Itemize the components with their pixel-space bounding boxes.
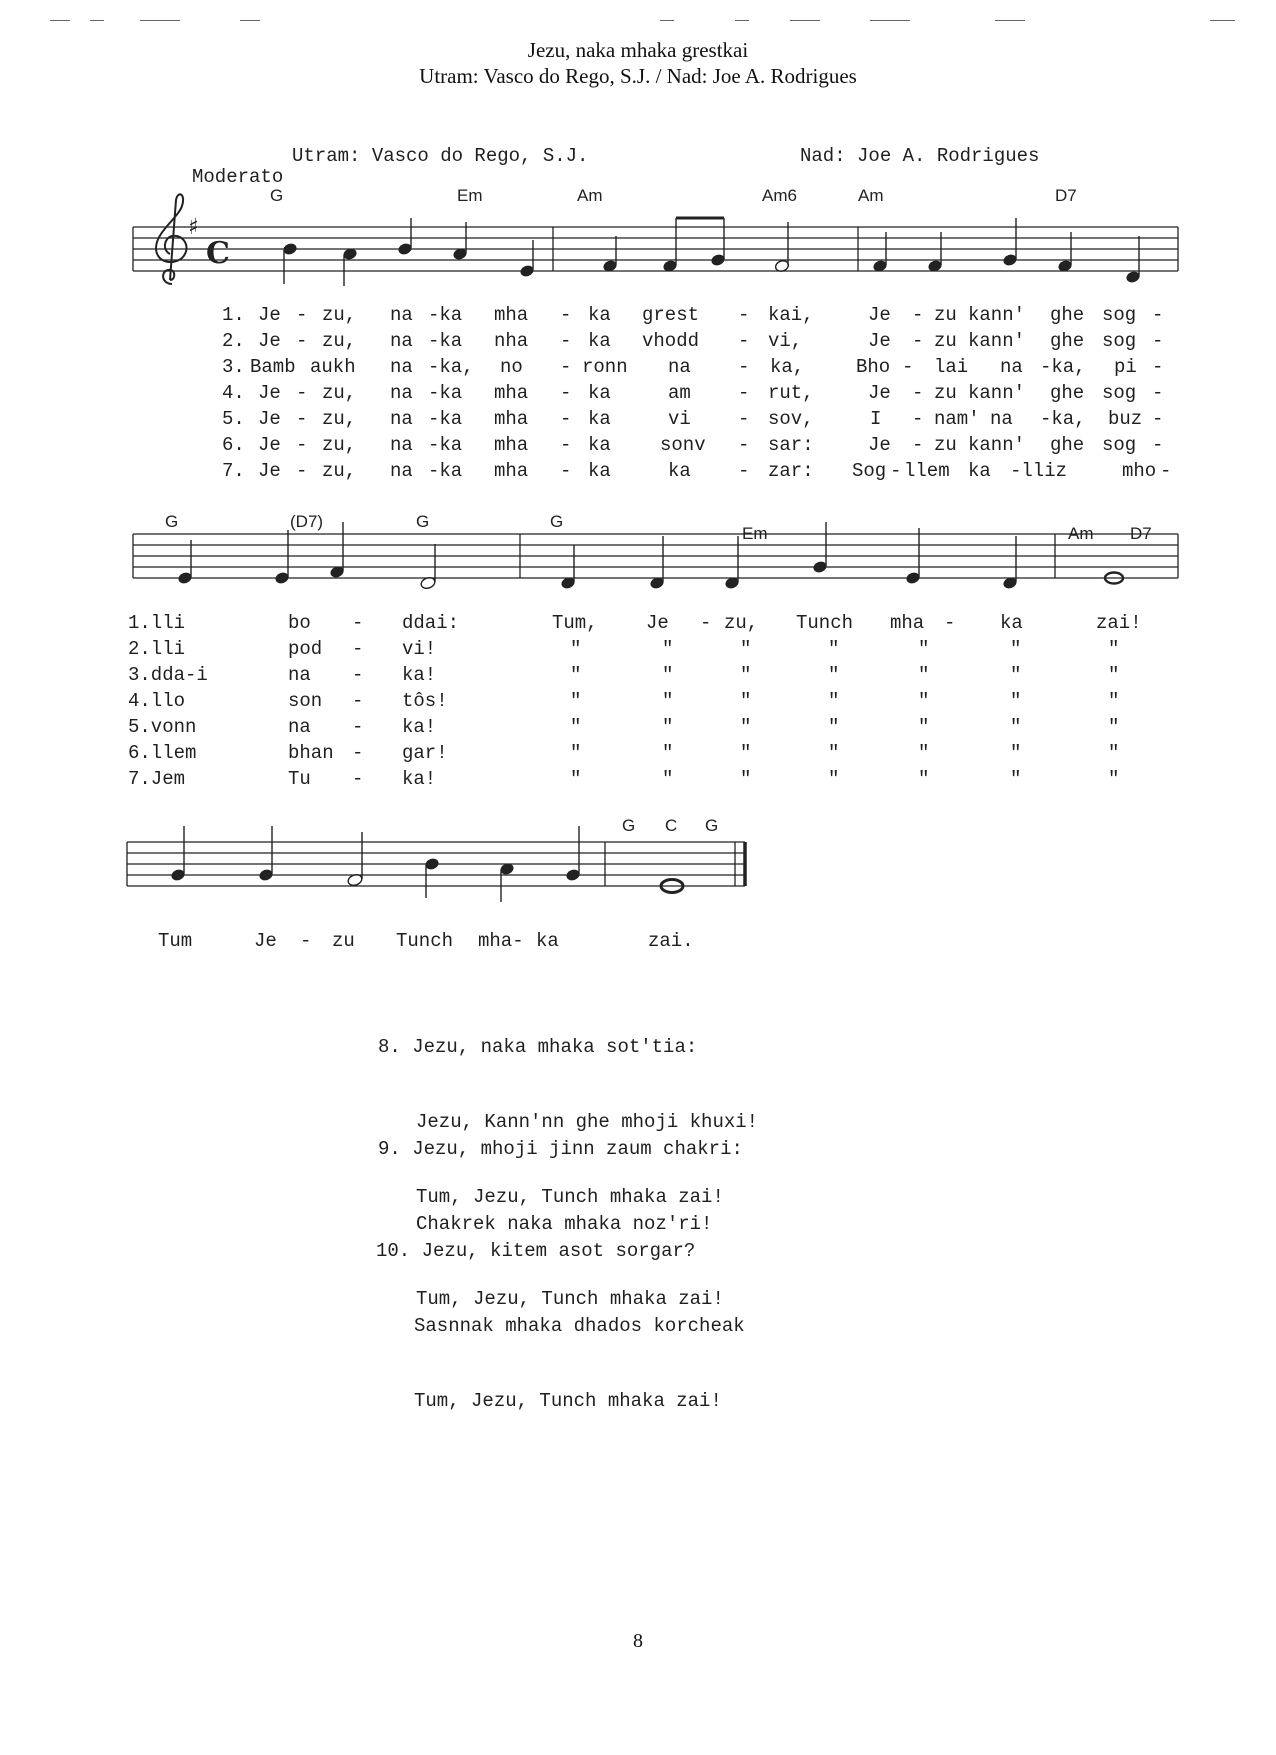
lyric-syllable: " [662,768,674,790]
lyric-syllable: - [912,304,924,326]
verse-line: Chakrek naka mhaka noz'ri! [416,1213,713,1235]
lyric-syllable: mha [494,382,529,404]
lyric-syllable: ka [968,460,991,482]
lyric-syllable: " [918,716,930,738]
common-time-icon: C [206,236,230,271]
lyric-syllable: ronn [582,356,628,378]
verse-line: Sasnnak mhaka dhados korcheak [414,1315,745,1337]
lyric-syllable: -ka [428,330,463,352]
lyric-syllable: - [296,408,308,430]
lyric-syllable: sonv [660,434,706,456]
lyric-syllable: 5. [222,408,245,430]
lyric-syllable: 4. [222,382,245,404]
lyric-syllable: - [738,330,750,352]
lyric-syllable: 5.vonn [128,716,197,738]
lyric-syllable: na [390,304,413,326]
lyric-syllable: 6. [222,434,245,456]
lyric-syllable: Je [868,304,891,326]
lyric-syllable: ghe [1050,434,1085,456]
lyric-syllable: Bho [856,356,891,378]
lyric-syllable: zu, [322,304,357,326]
lyric-syllable: - [890,460,902,482]
lyric-syllable: kann' [968,304,1026,326]
lyric-syllable: ka [588,460,611,482]
lyric-syllable: Je [646,612,669,634]
lyric-syllable: ka [536,930,559,952]
lyric-syllable: Je [868,434,891,456]
lyric-syllable: " [1108,690,1120,712]
chord-symbol: D7 [1130,524,1152,543]
lyric-syllable: 7. [222,460,245,482]
lyric-syllable: " [570,638,582,660]
lyric-syllable: bo [288,612,311,634]
lyric-syllable: " [570,716,582,738]
lyric-syllable: nha [494,330,529,352]
lyric-syllable: Je [258,382,281,404]
lyric-syllable: " [828,664,840,686]
lyric-syllable: - [560,304,572,326]
lyric-syllable: - [560,434,572,456]
lyric-syllable: zai! [1096,612,1142,634]
lyric-syllable: " [1010,742,1022,764]
lyric-syllable: " [918,664,930,686]
verse-10 [376,1189,745,1439]
lyric-syllable: - [352,690,364,712]
lyric-syllable: " [828,768,840,790]
lyric-syllable: Je [258,304,281,326]
lyric-syllable: " [570,742,582,764]
lyric-syllable: zu, [322,408,357,430]
lyric-syllable: - [560,460,572,482]
lyric-syllable: ka [588,330,611,352]
chord-symbol: Em [457,186,483,205]
lyric-syllable: - [352,768,364,790]
lyric-syllable: - [1160,460,1172,482]
chord-symbol: Am [1068,524,1094,543]
verse-line: Tum, Jezu, Tunch mhaka zai! [416,1288,724,1310]
lyric-syllable: " [1010,768,1022,790]
author-credit: Utram: Vasco do Rego, S.J. [292,145,589,167]
lyric-syllable: -ka [428,304,463,326]
lyric-syllable: -lliz [1010,460,1068,482]
lyric-syllable: - [296,382,308,404]
lyric-syllable: " [740,690,752,712]
lyric-syllable: Je [258,408,281,430]
lyric-syllable: " [1010,638,1022,660]
lyric-syllable: sog [1102,382,1137,404]
lyric-syllable: pi [1114,356,1137,378]
lyric-syllable: mha [494,434,529,456]
lyric-syllable: aukh [310,356,356,378]
composer-credit: Nad: Joe A. Rodrigues [800,145,1040,167]
lyric-syllable: Tum, [552,612,598,634]
lyric-syllable: " [1010,716,1022,738]
chord-symbol: G [270,186,284,205]
lyric-syllable: -ka [428,382,463,404]
lyric-syllable: - [738,304,750,326]
lyric-syllable: am [668,382,691,404]
lyric-syllable: zu [934,304,957,326]
lyric-syllable: ka! [402,664,437,686]
lyric-syllable: na [390,382,413,404]
lyric-syllable: na [390,330,413,352]
lyric-syllable: - [352,664,364,686]
lyric-syllable: Je [254,930,277,952]
lyric-syllable: mha [494,408,529,430]
lyric-syllable: - [912,382,924,404]
lyric-syllable: " [1108,716,1120,738]
lyric-syllable: 2.lli [128,638,186,660]
lyric-syllable: " [740,716,752,738]
lyric-syllable: no [500,356,523,378]
lyric-syllable: " [918,690,930,712]
lyric-syllable: - [560,408,572,430]
lyric-syllable: kai, [768,304,814,326]
lyric-syllable: ka! [402,716,437,738]
verse-line: Jezu, mhoji jinn zaum chakri: [412,1138,743,1160]
chord-symbol: G [165,512,179,531]
lyric-syllable: - [560,382,572,404]
lyric-syllable: na [288,664,311,686]
lyric-syllable: " [918,742,930,764]
lyric-syllable: Tunch [396,930,454,952]
lyric-syllable: 7.Jem [128,768,186,790]
lyric-syllable: " [1108,742,1120,764]
lyric-syllable: bhan [288,742,334,764]
chord-symbol: Am6 [762,186,797,205]
lyric-syllable: I [870,408,882,430]
lyric-syllable: - [1152,408,1164,430]
lyric-syllable: na [390,356,413,378]
lyric-syllable: - [902,356,914,378]
lyric-syllable: rut, [768,382,814,404]
lyric-syllable: ghe [1050,382,1085,404]
lyric-syllable: - [738,434,750,456]
verse-line: Tum, Jezu, Tunch mhaka zai! [416,1186,724,1208]
lyric-syllable: " [828,690,840,712]
lyric-syllable: zu, [322,434,357,456]
lyric-syllable: sog [1102,304,1137,326]
lyric-syllable: 1.lli [128,612,186,634]
lyric-syllable: " [828,742,840,764]
lyric-syllable: zu, [322,382,357,404]
lyric-syllable: -ka, [1040,356,1086,378]
lyric-syllable: zar: [768,460,814,482]
lyric-syllable: Je [258,434,281,456]
lyric-syllable: buz [1108,408,1143,430]
chord-symbol: G [705,816,719,835]
lyric-syllable: Je [868,330,891,352]
lyric-syllable: " [662,716,674,738]
lyric-syllable: " [662,638,674,660]
lyric-syllable: Je [258,330,281,352]
lyric-syllable: zu, [724,612,759,634]
lyric-syllable: " [740,768,752,790]
chord-symbol: Em [742,524,768,543]
lyric-syllable: sov, [768,408,814,430]
lyric-syllable: kann' [968,382,1026,404]
lyric-syllable: - [352,716,364,738]
lyric-syllable: ka [1000,612,1023,634]
lyric-syllable: mha [494,304,529,326]
lyric-syllable: " [570,768,582,790]
lyric-syllable: zai. [648,930,694,952]
lyric-syllable: Je [258,460,281,482]
lyric-syllable: vhodd [642,330,700,352]
lyric-syllable: - [912,408,924,430]
lyric-syllable: " [662,664,674,686]
tempo-marking: Moderato [192,166,284,188]
lyric-syllable: " [740,664,752,686]
lyric-syllable: - [352,742,364,764]
lyric-syllable: - [560,330,572,352]
lyric-syllable: -ka, [428,356,474,378]
lyric-syllable: - [296,434,308,456]
lyric-syllable: 4.llo [128,690,186,712]
lyric-syllable: " [1010,664,1022,686]
lyric-syllable: " [828,638,840,660]
lyric-syllable: ka [588,382,611,404]
verse-number: 8. [378,1036,401,1058]
lyric-syllable: na [990,408,1013,430]
lyric-syllable: ghe [1050,330,1085,352]
lyric-syllable: kann' [968,330,1026,352]
lyric-syllable: sog [1102,434,1137,456]
verse-number: 10. [376,1240,411,1262]
lyric-syllable: - [912,330,924,352]
lyric-syllable: " [1108,768,1120,790]
page-title: Jezu, naka mhaka grestkai [527,38,749,62]
lyric-syllable: " [918,768,930,790]
lyric-syllable: " [828,716,840,738]
lyric-syllable: Tunch [796,612,854,634]
lyric-syllable: - [1152,330,1164,352]
lyric-syllable: llem [904,460,950,482]
key-signature-sharp-icon: ♯ [188,215,199,240]
lyric-syllable: 2. [222,330,245,352]
lyric-syllable: na [1000,356,1023,378]
lyric-syllable: sog [1102,330,1137,352]
lyric-syllable: - [352,638,364,660]
lyric-syllable: - [560,356,572,378]
lyric-syllable: pod [288,638,323,660]
lyric-syllable: zu, [322,460,357,482]
lyric-syllable: - [912,434,924,456]
lyric-syllable: - [700,612,712,634]
lyric-syllable: ka [668,460,691,482]
page-subtitle: Utram: Vasco do Rego, S.J. / Nad: Joe A. Rodrigues [419,64,857,88]
lyric-syllable: gar! [402,742,448,764]
lyric-syllable: na [668,356,691,378]
lyric-syllable: " [570,664,582,686]
lyric-syllable: - [738,408,750,430]
lyric-syllable: ka, [770,356,805,378]
lyric-syllable: Sog [852,460,887,482]
lyric-syllable: - [738,460,750,482]
lyric-syllable: -ka [428,434,463,456]
page-number: 8 [633,1630,643,1652]
lyric-syllable: - [300,930,312,952]
lyric-syllable: ka [588,434,611,456]
verse-line: Jezu, naka mhaka sot'tia: [412,1036,698,1058]
lyric-syllable: Tum [158,930,193,952]
lyric-syllable: - [1152,356,1164,378]
lyric-syllable: - [1152,382,1164,404]
chord-symbol: D7 [1055,186,1077,205]
lyric-syllable: tôs! [402,690,448,712]
lyric-syllable: " [662,690,674,712]
verse-line: Jezu, Kann'nn ghe mhoji khuxi! [416,1111,759,1133]
lyric-syllable: grest [642,304,700,326]
lyric-syllable: " [1010,690,1022,712]
chord-symbol: Am [858,186,884,205]
lyric-syllable: - [944,612,956,634]
lyric-syllable: na [390,408,413,430]
lyric-syllable: mho [1122,460,1157,482]
lyric-syllable: Tu [288,768,311,790]
lyric-syllable: -ka, [1040,408,1086,430]
chord-symbol: G [622,816,636,835]
chord-symbol: (D7) [290,512,324,531]
lyric-syllable: - [1152,304,1164,326]
lyric-syllable: " [918,638,930,660]
lyric-syllable: ka! [402,768,437,790]
verse-line: Jezu, kitem asot sorgar? [421,1240,696,1262]
lyric-syllable: vi [668,408,691,430]
lyric-syllable: na [288,716,311,738]
lyric-syllable: 3. [222,356,245,378]
lyric-syllable: ddai: [402,612,460,634]
lyric-syllable: zu [332,930,355,952]
lyric-syllable: - [738,356,750,378]
lyric-syllable: - [738,382,750,404]
lyric-syllable: zu [934,382,957,404]
lyric-syllable: vi! [402,638,437,660]
lyric-syllable: nam' [934,408,980,430]
verse-line: Tum, Jezu, Tunch mhaka zai! [414,1390,722,1412]
chord-symbol: G [416,512,430,531]
lyric-syllable: " [740,638,752,660]
lyric-syllable: ka [588,408,611,430]
lyric-syllable: 3.dda-i [128,664,208,686]
lyric-syllable: na [390,460,413,482]
lyric-syllable: " [1108,664,1120,686]
lyric-syllable: " [570,690,582,712]
lyric-syllable: sar: [768,434,814,456]
lyric-syllable: zu, [322,330,357,352]
lyric-syllable: zu [934,434,957,456]
verse-number: 9. [378,1138,401,1160]
lyric-syllable: na [390,434,413,456]
lyric-syllable: - [296,330,308,352]
lyric-syllable: - [352,612,364,634]
lyric-syllable: vi, [768,330,803,352]
lyric-syllable: mha- [478,930,524,952]
lyric-syllable: -ka [428,408,463,430]
lyric-syllable: " [1108,638,1120,660]
chord-symbol: C [665,816,678,835]
lyric-syllable: kann' [968,434,1026,456]
lyric-syllable: 6.llem [128,742,197,764]
lyric-syllable: " [662,742,674,764]
chord-symbol: Am [577,186,603,205]
lyric-syllable: lai [934,356,969,378]
lyric-syllable: 1. [222,304,245,326]
lyric-syllable: ka [588,304,611,326]
lyric-syllable: zu [934,330,957,352]
lyric-syllable: Je [868,382,891,404]
lyric-syllable: - [296,304,308,326]
lyric-syllable: " [740,742,752,764]
lyric-syllable: Bamb [250,356,296,378]
lyric-syllable: - [1152,434,1164,456]
lyric-syllable: -ka [428,460,463,482]
chord-symbol: G [550,512,564,531]
lyric-syllable: mha [890,612,925,634]
lyric-syllable: son [288,690,323,712]
lyric-syllable: mha [494,460,529,482]
lyric-syllable: - [296,460,308,482]
lyric-syllable: ghe [1050,304,1085,326]
